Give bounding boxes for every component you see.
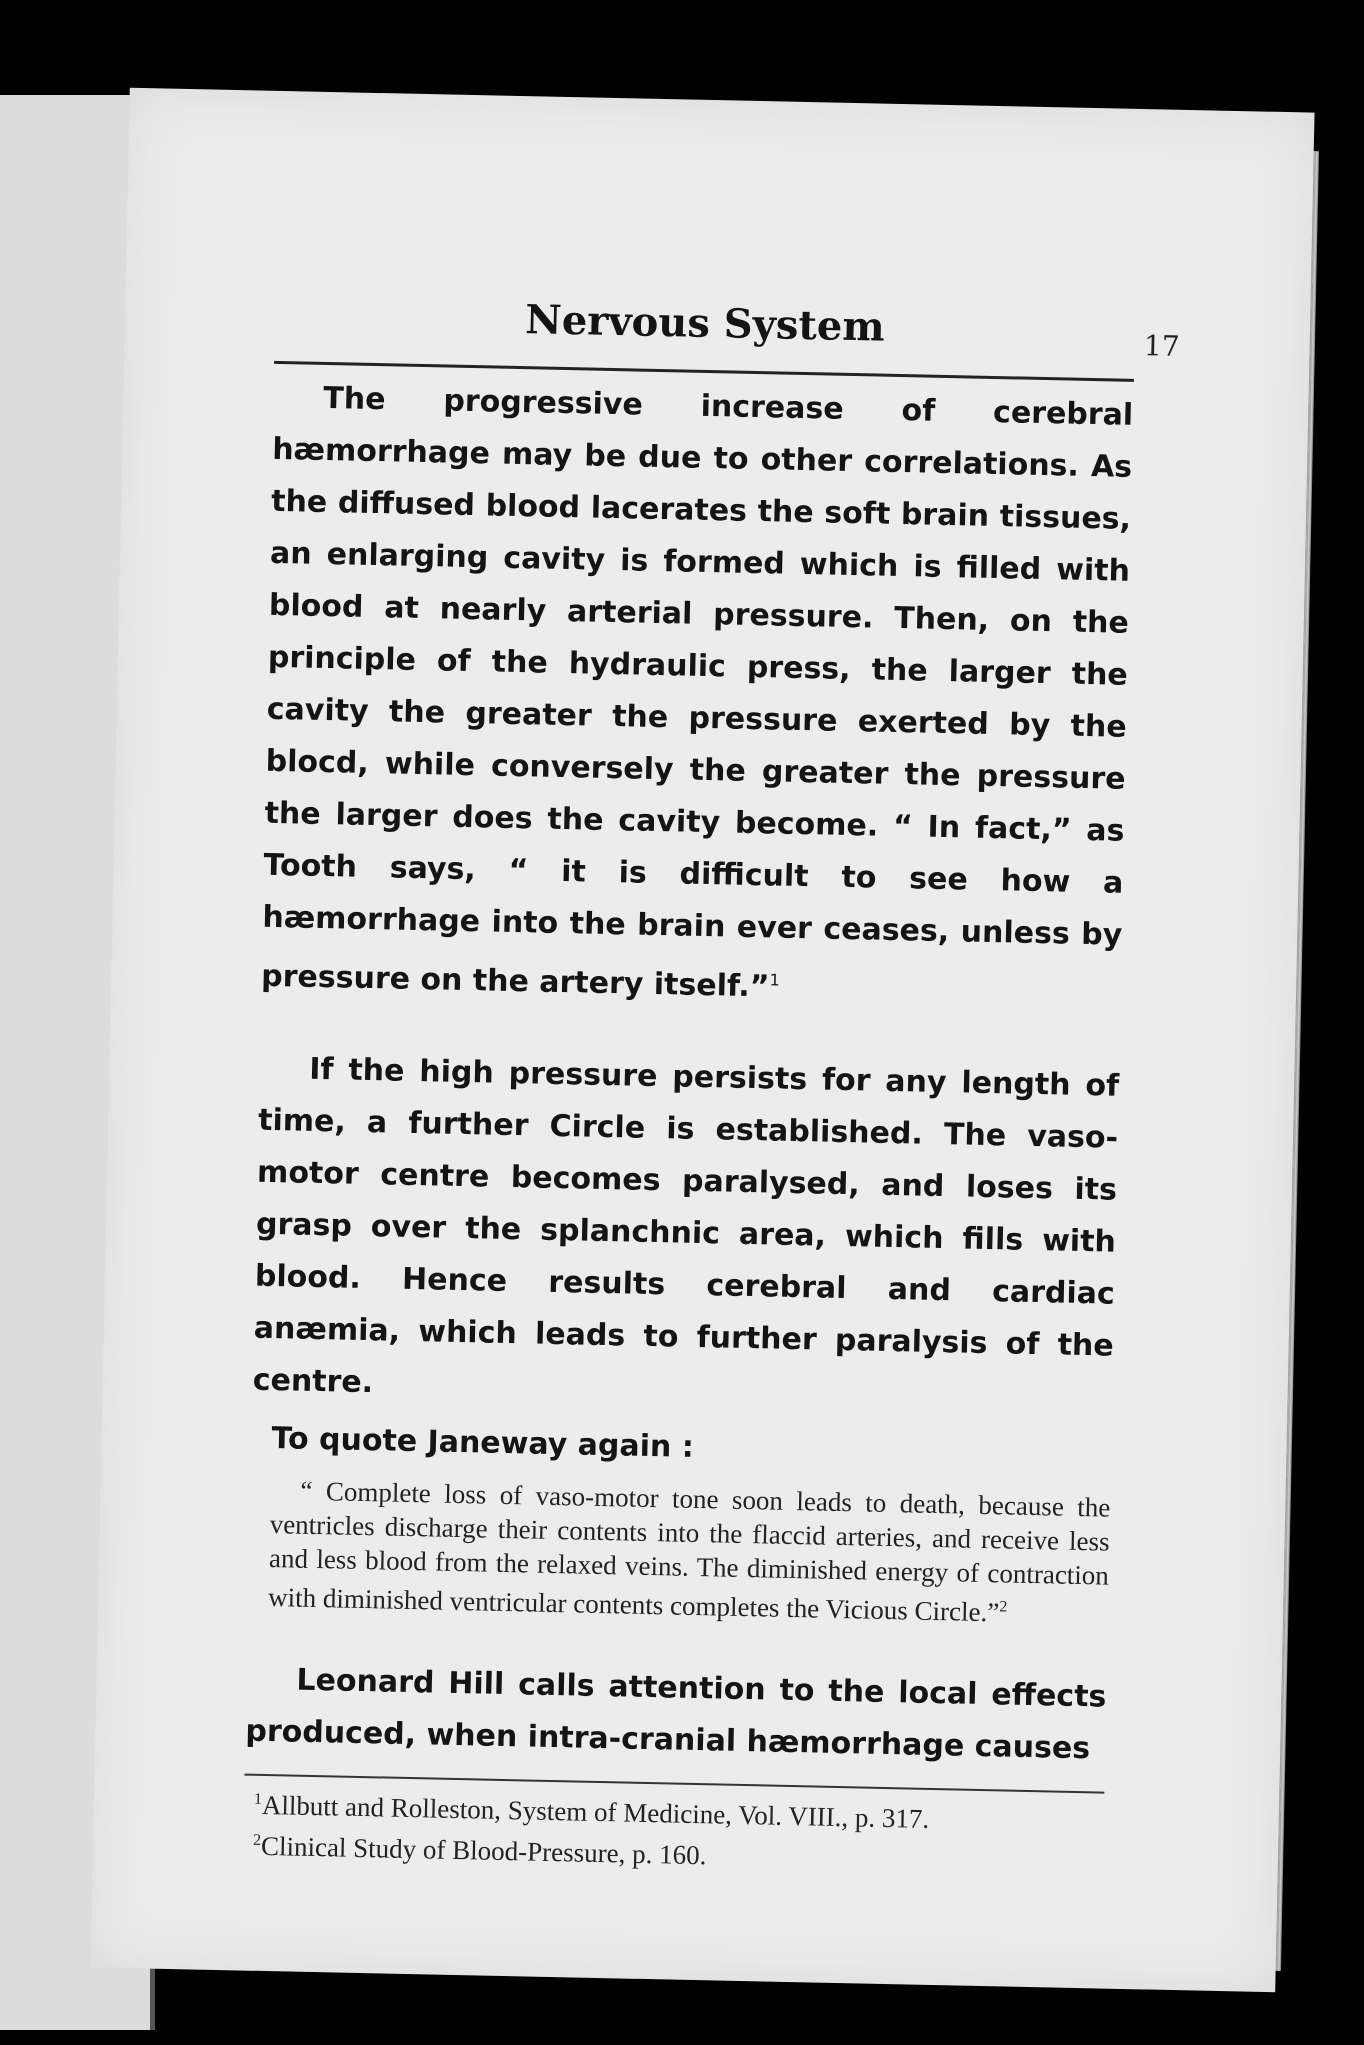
block-quote-text: “ Complete loss of vaso-motor tone soon leads to death, because the ventricles discharge their contents into the flaccid arteries, and receive less and less blood from the relaxed veins. The diminished energy of contraction with diminished ventricular contents completes the Vicious Circle.”: [267, 1475, 1111, 1628]
page-number: 17: [1143, 329, 1180, 363]
paragraph-1-text: The progressive increase of cerebral hæmorrhage may be due to other correlations. As the diffused blood lacerates the soft brain tissues, an enlarging cavity is formed which is filled with blood at nearly arterial pressure. Then, on the principle of the hydraulic press, the larger the cavity the greater the pressure exerted by the blocd, while conversely the greater the pressure the larger does the cavity become. “ In fact,” as Tooth says, “ it is difficult to see how a hæmorrhage into the brain ever ceases, unless by pressure on the artery itself.”: [260, 380, 1134, 1005]
footnotes: [243, 1782, 1105, 1882]
footnote-2-mark: 2: [252, 1831, 262, 1849]
block-quote: [268, 1473, 1111, 1632]
running-head: [274, 281, 1180, 382]
footnote-2-text: Clinical Study of Blood-Pressure, p. 160.: [260, 1830, 707, 1871]
paragraph-4: Leonard Hill calls attention to the local effects produced, when intra-cranial hæmorrhage causes: [245, 1662, 1107, 1767]
paragraph-3: To quote Janeway again :: [271, 1421, 695, 1465]
page-content: [243, 281, 1180, 1882]
footnote-ref-2: 2: [999, 1598, 1008, 1616]
footnote-1-mark: 1: [253, 1790, 263, 1808]
footnote-1-text: Allbutt and Rolleston, System of Medicine, Vol. VIII., p. 317.: [261, 1789, 930, 1834]
paragraph-2: If the high pressure persists for any length of time, a further Circle is established. The vaso-motor centre becomes paralysed, and loses its grasp over the splanchnic area, which fills with blood. Hence results cerebral and cardiac anæmia, which leads to further paralysis of the centre.: [252, 1051, 1120, 1401]
footnote-ref-1: 1: [769, 970, 781, 990]
paragraph-1: [261, 372, 1134, 1021]
book-page: [90, 88, 1314, 1992]
running-head-title: Nervous System: [524, 296, 886, 351]
